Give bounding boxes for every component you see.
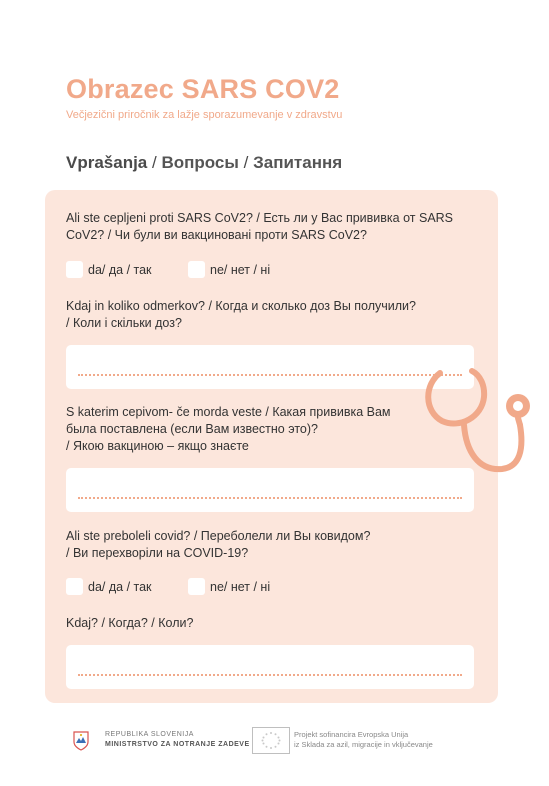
option-no-covid[interactable]: ne / нет / ні [188, 578, 270, 595]
eu-flag-icon [252, 727, 290, 754]
question-vaccine-type: S katerim cepivom- če morda veste / Какая прививка Вам была поставлена (если Вам известно это)? / Якою вакциною – якщо знаєте [66, 405, 391, 453]
checkbox-yes-vaccinated[interactable] [66, 261, 83, 278]
ministry-label: REPUBLIKA SLOVENIJA MINISTRSTVO ZA NOTRANJE ZADEVE [105, 731, 250, 748]
checkbox-no-covid[interactable] [188, 578, 205, 595]
question-vaccinated-line2: CoV2? / Чи були ви вакциновані проти SARS CoV2? [66, 228, 367, 242]
coat-of-arms-icon [73, 731, 89, 751]
page-subtitle: Večjezični priročnik za lažje sporazumevanje v zdravstvu [66, 109, 343, 121]
option-no-vaccinated[interactable]: ne / нет / ні [188, 261, 270, 278]
question-when: Kdaj? / Когда? / Коли? [66, 616, 194, 630]
question-vaccinated-sl: Ali ste cepljeni proti SARS CoV2? [66, 211, 253, 225]
eu-funding-label: Projekt sofinancira Evropska Unija iz Sklada za azil, migracije in vključevanje [294, 730, 433, 749]
answer-field-when[interactable] [66, 645, 474, 689]
section-heading-sl: Vprašanja [66, 153, 148, 172]
option-yes-covid[interactable]: da / да / так [66, 578, 152, 595]
checkbox-no-vaccinated[interactable] [188, 261, 205, 278]
section-heading-uk: Запитання [253, 153, 343, 172]
section-heading: Vprašanja / Вопросы / Запитання [66, 153, 343, 172]
option-yes-vaccinated[interactable]: da / да / так [66, 261, 152, 278]
answer-field-vaccine-type[interactable] [66, 468, 474, 512]
checkbox-yes-covid[interactable] [66, 578, 83, 595]
question-doses: Kdaj in koliko odmerkov? / Когда и сколько доз Вы получили? / Коли і скільки доз? [66, 299, 416, 330]
answer-field-doses[interactable] [66, 345, 474, 389]
page-title: Obrazec SARS COV2 [66, 74, 340, 104]
section-heading-ru: Вопросы [161, 153, 239, 172]
question-vaccinated-translations: / Есть ли у Вас прививка от SARS [252, 211, 454, 225]
question-vaccinated [66, 210, 486, 244]
question-had-covid: Ali ste preboleli covid? / Переболели ли Вы ковидом? / Ви перехворіли на COVID-19? [66, 529, 371, 560]
stethoscope-icon [420, 363, 540, 483]
